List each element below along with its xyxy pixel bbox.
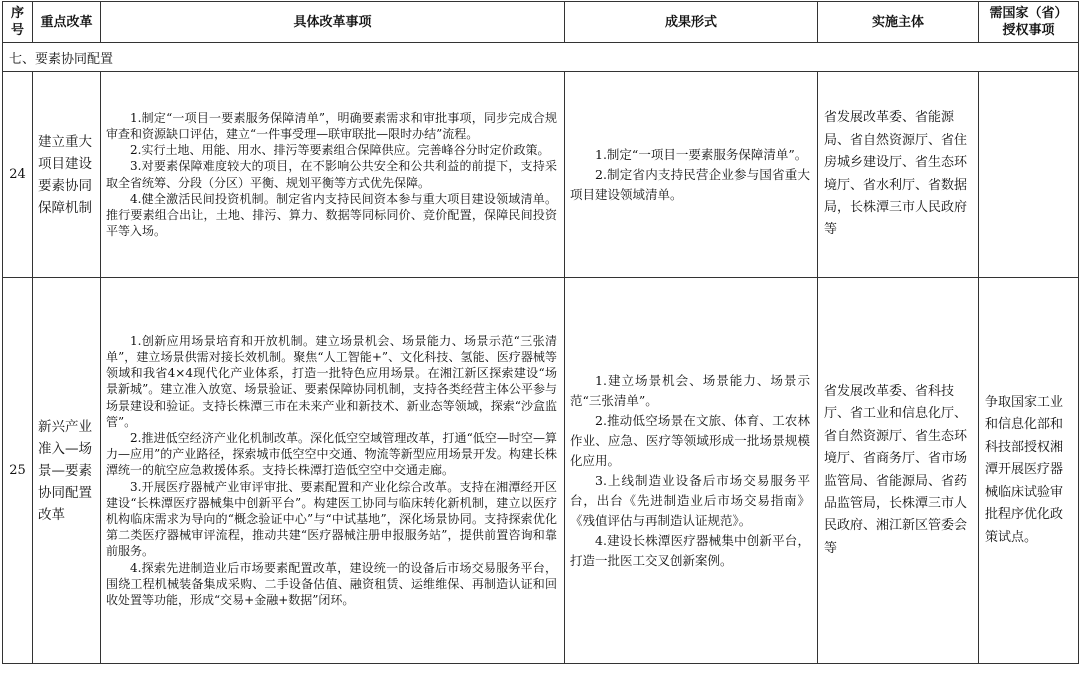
reform-item: 3.对要素保障难度较大的项目，在不影响公共安全和公共利益的前提下，支持采取全省统筹、分段（分区）平衡、规划平衡等方式优先保障。	[106, 159, 557, 190]
reform-table	[2, 1, 1079, 664]
result-item: 1.制定“一项目一要素服务保障清单”。	[595, 146, 808, 162]
authorization-item	[979, 72, 1079, 278]
implementing-body: 省发展改革委、省科技厅、省工业和信息化厅、省自然资源厅、省生态环境厅、省商务厅、省市场监管局、省能源局、省药品监管局，长株潭三市人民政府、湘江新区管委会等	[818, 278, 979, 664]
header-index: 序号	[3, 2, 33, 43]
result-forms	[565, 278, 818, 664]
section-title: 七、要素协同配置	[3, 43, 1079, 72]
row-number: 25	[3, 278, 33, 664]
header-authorization: 需国家（省）授权事项	[979, 2, 1079, 43]
result-item: 2.制定省内支持民营企业参与国省重大项目建设领域清单。	[570, 166, 810, 202]
reform-item: 4.健全激活民间投资机制。制定省内支持民间资本参与重大项目建设领域清单。推行要素组合出让，土地、排污、算力、数据等同标同价、竞价配置，保障民间投资平等入场。	[106, 191, 557, 239]
reform-item: 1.制定“一项目一要素服务保障清单”，明确要素需求和审批事项，同步完成合规审查和资源缺口评估，建立“一件事受理—联审联批—限时办结”流程。	[106, 110, 557, 141]
header-result-form: 成果形式	[565, 2, 818, 43]
reform-item: 4.探索先进制造业后市场要素配置改革，建设统一的设备后市场交易服务平台，围绕工程机械装备集成采购、二手设备估值、融资租赁、运维维保、再制造认证和回收处置等功能，形成“交易+金融+数据”闭环。	[106, 560, 557, 608]
header-implementing-body: 实施主体	[818, 2, 979, 43]
reform-items	[101, 278, 565, 664]
section-row	[3, 43, 1079, 72]
result-item: 4.建设长株潭医疗器械集中创新平台，打造一批医工交叉创新案例。	[570, 532, 810, 568]
table-row	[3, 278, 1079, 664]
reform-item: 2.推进低空经济产业化机制改革。深化低空空域管理改革，打通“低空—时空—算力—应用”的产业路径，探索城市低空空中交通、物流等新型应用场景开发。构建长株潭统一的航空应急救援体系。支持长株潭打造低空空中交通走廊。	[106, 430, 557, 478]
result-item: 2.推动低空场景在文旅、体育、工农林作业、应急、医疗等领域形成一批场景规模化应用。	[570, 412, 810, 468]
result-item: 3.上线制造业设备后市场交易服务平台，出台《先进制造业后市场交易指南》《残值评估与再制造认证规范》。	[570, 472, 810, 528]
implementing-body: 省发展改革委、省能源局、省自然资源厅、省住房城乡建设厅、省生态环境厅、省水利厅、省数据局，长株潭三市人民政府等	[818, 72, 979, 278]
table-row	[3, 72, 1079, 278]
result-item: 1.建立场景机会、场景能力、场景示范“三张清单”。	[570, 372, 810, 408]
reform-item: 2.实行土地、用能、用水、排污等要素组合保障供应。完善峰谷分时定价政策。	[130, 143, 550, 158]
row-number: 24	[3, 72, 33, 278]
header-key-reform: 重点改革	[33, 2, 101, 43]
result-forms	[565, 72, 818, 278]
key-reform-name: 建立重大项目建设要素协同保障机制	[33, 72, 101, 278]
header-reform-items: 具体改革事项	[101, 2, 565, 43]
reform-item: 3.开展医疗器械产业审评审批、要素配置和产业化综合改革。支持在湘潭经开区建设“长株潭医疗器械集中创新平台”。构建医工协同与临床转化新机制，建立以医疗机构临床需求为导向的“概念验证中心”与“中试基地”，深化场景协同。支持探索优化第二类医疗器械审评流程，推动共建“医疗器械注册申报服务站”，提供前置咨询和靠前服务。	[106, 479, 557, 559]
reform-item: 1.创新应用场景培育和开放机制。建立场景机会、场景能力、场景示范“三张清单”，建立场景供需对接长效机制。聚焦“人工智能+”、文化科技、氢能、医疗器械等领域和我省4×4现代化产业体系，打造一批特色应用场景。在湘江新区探索建设“场景新城”。建立准入放宽、场景验证、要素保障协同机制，支持各类经营主体公平参与场景建设和验证。支持长株潭三市在未来产业和新技术、新业态等领域，探索“沙盒监管”。	[106, 333, 557, 429]
header-row	[3, 2, 1079, 43]
authorization-item: 争取国家工业和信息化部和科技部授权湘潭开展医疗器械临床试验审批程序优化政策试点。	[979, 278, 1079, 664]
key-reform-name: 新兴产业准入—场景—要素协同配置改革	[33, 278, 101, 664]
reform-items	[101, 72, 565, 278]
